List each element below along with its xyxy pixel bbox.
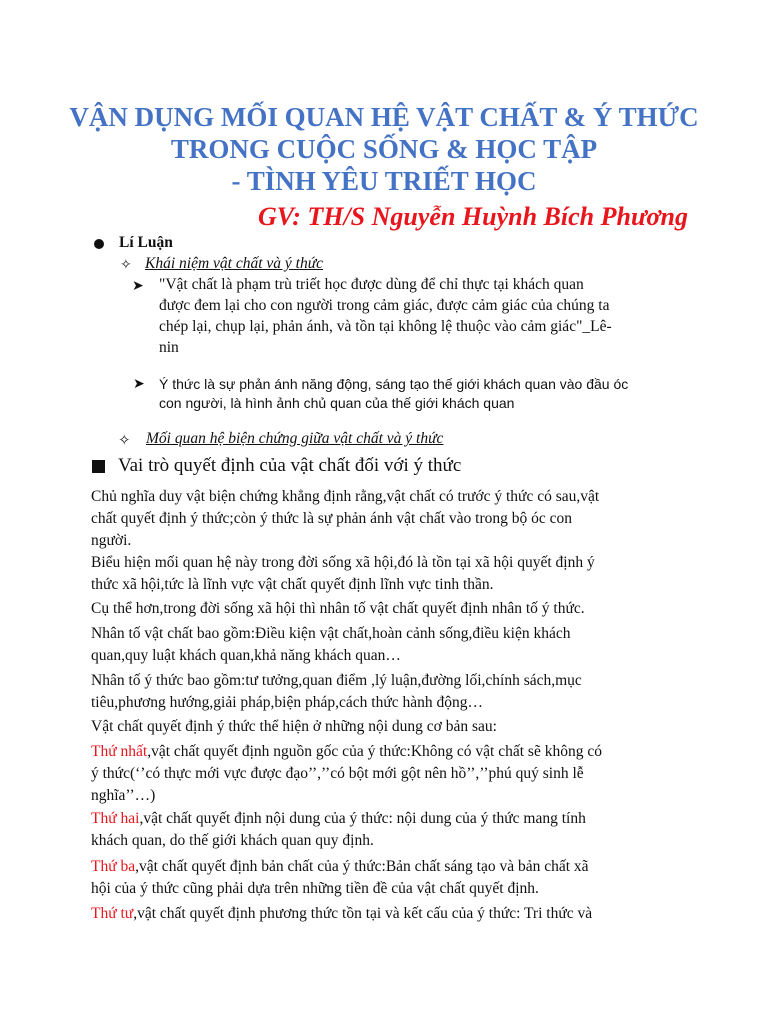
subheading-concepts: Khái niệm vật chất và ý thức xyxy=(145,255,324,272)
line-text: ,vật chất quyết định nội dung của ý thức: nội dung của ý thức mang tính xyxy=(139,810,586,827)
paragraph-line xyxy=(91,741,602,763)
paragraph-first-point xyxy=(91,741,602,807)
ordinal-label: Thứ hai xyxy=(91,810,140,827)
quote-line: "Vật chất là phạm trù triết học được dùng để chỉ thực tại khách quan xyxy=(159,276,584,293)
paragraph-line: nghĩa’’…) xyxy=(91,787,156,804)
author-line: GV: TH/S Nguyễn Huỳnh Bích Phương xyxy=(258,202,688,231)
definition-line: Ý thức là sự phản ánh năng động, sáng tạo thế giới khách quan vào đầu óc xyxy=(159,376,629,392)
paragraph-line xyxy=(91,903,592,925)
ordinal-label: Thứ ba xyxy=(91,858,136,875)
title-line-1: VẬN DỤNG MỐI QUAN HỆ VẬT CHẤT & Ý THỨC xyxy=(69,102,699,132)
quote-line: chép lại, chụp lại, phản ánh, và tồn tại không lệ thuộc vào cảm giác"_Lê- xyxy=(159,318,612,335)
paragraph-line: Chủ nghĩa duy vật biện chứng khẳng định rằng,vật chất có trước ý thức có sau,vật xyxy=(91,488,600,505)
paragraph-2 xyxy=(91,552,595,596)
ordinal-label: Thứ tư xyxy=(91,905,134,922)
paragraph-1 xyxy=(91,486,599,552)
paragraph-line: Nhân tố ý thức bao gồm:tư tưởng,quan điểm ,lý luận,đường lối,chính sách,mục xyxy=(91,672,582,689)
paragraph-line: Vật chất quyết định ý thức thể hiện ở những nội dung cơ bản sau: xyxy=(91,718,497,735)
consciousness-definition xyxy=(159,375,628,413)
paragraph-line: người. xyxy=(91,532,132,549)
star-outline-icon: ✧ xyxy=(120,257,132,273)
paragraph-4 xyxy=(91,623,571,667)
line-text: ,vật chất quyết định bản chất của ý thức:Bản chất sáng tạo và bản chất xã xyxy=(135,858,589,875)
star-outline-icon: ✧ xyxy=(118,431,131,449)
paragraph-second-point xyxy=(91,808,586,852)
paragraph-line: hội của ý thức cũng phải dựa trên những tiền đề của vật chất quyết định. xyxy=(91,880,539,897)
definition-line: con người, là hình ảnh chủ quan của thế giới khách quan xyxy=(159,395,515,411)
paragraph-line: Nhân tố vật chất bao gồm:Điều kiện vật chất,hoàn cảnh sống,điều kiện khách xyxy=(91,625,571,642)
role-heading: Vai trò quyết định của vật chất đối với ý thức xyxy=(118,455,462,476)
section-heading: Lí Luận xyxy=(119,234,173,251)
paragraph-6 xyxy=(91,716,497,738)
ordinal-label: Thứ nhất xyxy=(91,743,148,760)
line-text: ,vật chất quyết định nguồn gốc của ý thức:Không có vật chất sẽ không có xyxy=(147,743,602,760)
quote-line: nin xyxy=(159,339,179,356)
arrowhead-icon: ➤ xyxy=(133,376,145,392)
paragraph-line: chất quyết định ý thức;còn ý thức là sự phản ánh vật chất vào trong bộ óc con xyxy=(91,510,573,527)
paragraph-5 xyxy=(91,670,582,714)
paragraph-3 xyxy=(91,598,585,620)
bullet-dot-icon xyxy=(94,239,104,249)
paragraph-line: quan,quy luật khách quan,khả năng khách quan… xyxy=(91,647,401,664)
paragraph-third-point xyxy=(91,856,589,900)
quote-line: được đem lại cho con người trong cảm giác, được cảm giác của chúng ta xyxy=(159,297,610,314)
title-line-3: - TÌNH YÊU TRIẾT HỌC xyxy=(231,166,537,196)
paragraph-line: tiêu,phương hướng,giải pháp,biện pháp,cách thức hành động… xyxy=(91,694,483,711)
paragraph-line xyxy=(91,808,586,830)
line-text: ,vật chất quyết định phương thức tồn tại và kết cấu của ý thức: Tri thức và xyxy=(133,905,593,922)
paragraph-line xyxy=(91,856,589,878)
square-bullet-icon xyxy=(92,460,105,473)
paragraph-line: ý thức(‘’có thực mới vực được đạo’’,’’có bột mới gột nên hồ’’,’’phú quý sinh lễ xyxy=(91,765,584,782)
paragraph-line: Biểu hiện mối quan hệ này trong đời sống xã hội,đó là tồn tại xã hội quyết định ý xyxy=(91,554,595,571)
matter-definition-quote xyxy=(159,274,679,358)
subheading-relationship: Mối quan hệ biện chứng giữa vật chất và ý thức xyxy=(146,430,444,447)
paragraph-fourth-point xyxy=(91,903,592,925)
paragraph-line: khách quan, do thế giới khách quan quy định. xyxy=(91,832,374,849)
paragraph-line: Cụ thể hơn,trong đời sống xã hội thì nhân tố vật chất quyết định nhân tố ý thức. xyxy=(91,600,585,617)
arrowhead-icon: ➤ xyxy=(132,278,144,294)
title-line-2: TRONG CUỘC SỐNG & HỌC TẬP xyxy=(170,134,598,164)
paragraph-line: thức xã hội,tức là lĩnh vực vật chất quyết định lĩnh vực tinh thần. xyxy=(91,576,494,593)
